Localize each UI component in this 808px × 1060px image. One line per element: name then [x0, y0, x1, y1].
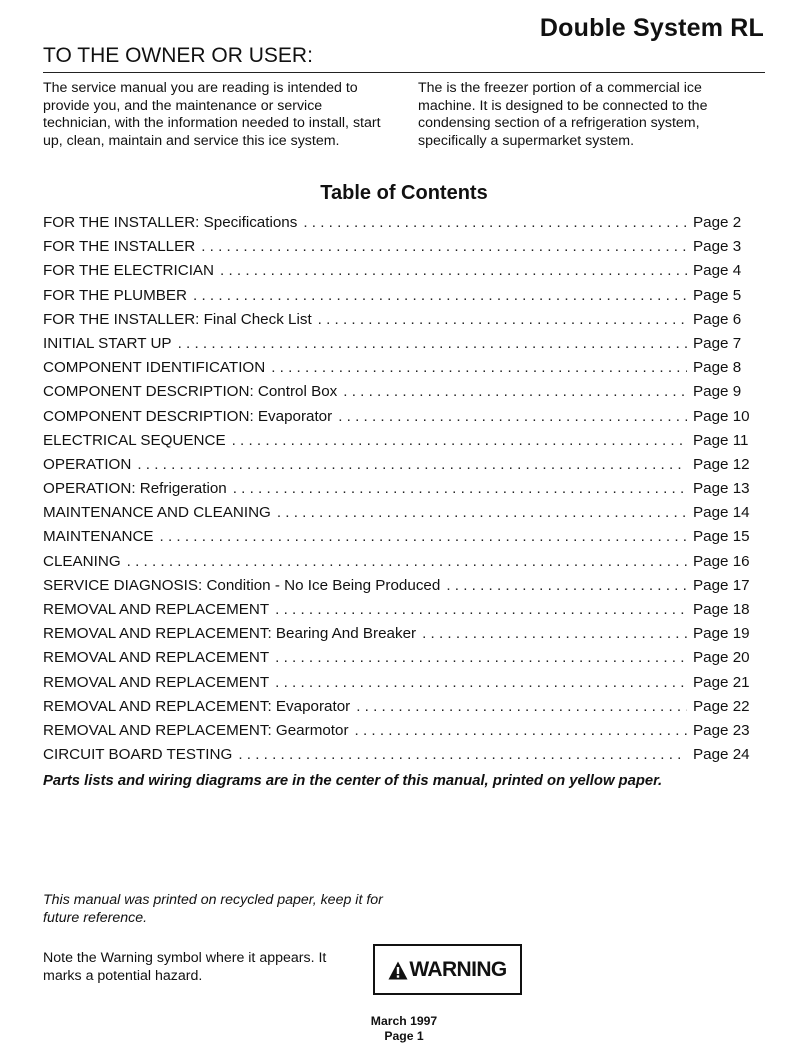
- toc-entry-page: Page 14: [693, 504, 750, 522]
- toc-entry-title: REMOVAL AND REPLACEMENT: [43, 649, 270, 667]
- toc-entry-title: FOR THE PLUMBER: [43, 286, 188, 304]
- toc-entry: [43, 625, 755, 649]
- toc-entry-page: Page 10: [693, 407, 750, 425]
- toc-entry-title: FOR THE ELECTRICIAN: [43, 262, 215, 280]
- intro-left-paragraph: The service manual you are reading is intended to provide you, and the maintenance or service technician, with the information needed to install, start up, clean, maintain and service this ice system.: [43, 80, 381, 149]
- toc-entry-title: COMPONENT DESCRIPTION: Control Box: [43, 383, 338, 401]
- toc-entry-page: Page 16: [693, 552, 750, 570]
- toc-dot-leader: [303, 214, 687, 231]
- toc-dot-leader: [275, 674, 687, 691]
- toc-entry-title: REMOVAL AND REPLACEMENT: Evaporator: [43, 697, 351, 715]
- toc-entry-page: Page 22: [693, 697, 750, 715]
- toc-dot-leader: [178, 335, 687, 352]
- footer-date: March 1997: [370, 1014, 438, 1028]
- toc-dot-leader: [160, 528, 687, 545]
- toc-entry-page: Page 15: [693, 528, 750, 546]
- toc-entry-title: SERVICE DIAGNOSIS: Condition - No Ice Being Produced: [43, 576, 441, 594]
- toc-dot-leader: [275, 601, 687, 618]
- toc-entry-page: Page 17: [693, 576, 750, 594]
- toc-entry-title: REMOVAL AND REPLACEMENT: [43, 601, 270, 618]
- toc-entry: [43, 528, 755, 552]
- parts-note: Parts lists and wiring diagrams are in the center of this manual, printed on yellow paper.: [43, 773, 663, 789]
- toc-dot-leader: [193, 287, 687, 304]
- toc-entry: [43, 601, 755, 625]
- toc-dot-leader: [356, 698, 687, 715]
- toc-entry-page: Page 18: [693, 601, 750, 618]
- footer-page-number: Page 1: [384, 1029, 424, 1043]
- toc-dot-leader: [343, 383, 687, 400]
- toc-entry: [43, 746, 755, 770]
- toc-entry: [43, 504, 755, 528]
- toc-entry: [43, 311, 755, 335]
- toc-dot-leader: [275, 649, 687, 666]
- toc-entry: [43, 262, 755, 286]
- toc-entry: [43, 335, 755, 359]
- toc-entry: [43, 383, 755, 407]
- owner-heading: TO THE OWNER OR USER:: [43, 44, 313, 67]
- toc-entry-page: Page 23: [693, 721, 750, 739]
- toc-entry-title: REMOVAL AND REPLACEMENT: [43, 673, 270, 691]
- toc-entry-title: FOR THE INSTALLER: Specifications: [43, 214, 298, 231]
- toc-entry-page: Page 19: [693, 625, 750, 643]
- toc-list: [43, 214, 755, 770]
- warning-box: [373, 944, 522, 995]
- toc-entry: [43, 408, 755, 432]
- toc-entry-title: OPERATION: Refrigeration: [43, 480, 227, 498]
- recycle-note: This manual was printed on recycled paper, keep it for future reference.: [43, 892, 383, 926]
- toc-dot-leader: [127, 553, 687, 570]
- toc-entry-page: Page 2: [693, 214, 742, 231]
- toc-entry-title: OPERATION: [43, 455, 132, 473]
- toc-entry: [43, 359, 755, 383]
- toc-entry-page: Page 12: [693, 455, 750, 473]
- toc-entry-title: ELECTRICAL SEQUENCE: [43, 431, 226, 449]
- footer: [0, 1014, 808, 1044]
- warning-triangle-icon: [388, 961, 408, 980]
- toc-dot-leader: [318, 311, 687, 328]
- toc-entry-page: Page 5: [693, 286, 742, 304]
- toc-entry-title: MAINTENANCE AND CLEANING: [43, 504, 271, 522]
- doc-title: Double System RL: [539, 14, 764, 42]
- toc-entry-title: FOR THE INSTALLER: [43, 238, 196, 256]
- toc-entry-title: REMOVAL AND REPLACEMENT: Bearing And Breaker: [43, 625, 417, 643]
- toc-entry-title: FOR THE INSTALLER: Final Check List: [43, 310, 312, 328]
- toc-entry-title: REMOVAL AND REPLACEMENT: Gearmotor: [43, 721, 349, 739]
- toc-dot-leader: [232, 432, 687, 449]
- toc-entry: [43, 214, 755, 238]
- toc-entry-title: COMPONENT DESCRIPTION: Evaporator: [43, 407, 333, 425]
- toc-entry-page: Page 7: [693, 334, 742, 352]
- toc-entry: [43, 722, 755, 746]
- toc-entry-title: CIRCUIT BOARD TESTING: [43, 746, 233, 764]
- toc-dot-leader: [137, 456, 687, 473]
- toc-entry: [43, 674, 755, 698]
- toc-entry-page: Page 3: [693, 238, 742, 256]
- toc-dot-leader: [271, 359, 687, 376]
- toc-entry: [43, 287, 755, 311]
- toc-entry-title: INITIAL START UP: [43, 334, 172, 352]
- toc-entry-page: Page 20: [693, 649, 750, 667]
- toc-dot-leader: [220, 262, 687, 279]
- toc-entry: [43, 649, 755, 673]
- toc-dot-leader: [338, 408, 687, 425]
- toc-entry-title: COMPONENT IDENTIFICATION: [43, 359, 266, 377]
- toc-heading: Table of Contents: [320, 182, 488, 204]
- toc-dot-leader: [233, 480, 687, 497]
- toc-entry-page: Page 8: [693, 359, 742, 377]
- toc-entry: [43, 553, 755, 577]
- heading-rule: [43, 72, 765, 73]
- toc-entry-page: Page 9: [693, 383, 742, 401]
- toc-entry-page: Page 4: [693, 262, 742, 280]
- toc-dot-leader: [422, 625, 687, 642]
- toc-dot-leader: [355, 722, 687, 739]
- toc-entry: [43, 480, 755, 504]
- warning-label: WARNING: [409, 957, 507, 981]
- toc-entry-page: Page 11: [693, 431, 749, 449]
- toc-dot-leader: [238, 746, 687, 763]
- warning-note: Note the Warning symbol where it appears. It marks a potential hazard.: [43, 950, 327, 984]
- toc-entry: [43, 698, 755, 722]
- intro-right-paragraph: The is the freezer portion of a commercial ice machine. It is designed to be connected to the condensing section of a refrigeration system, specifically a supermarket system.: [418, 80, 708, 149]
- toc-entry-page: Page 6: [693, 310, 742, 328]
- toc-entry: [43, 577, 755, 601]
- toc-entry-page: Page 13: [693, 480, 750, 498]
- toc-entry-title: MAINTENANCE: [43, 528, 154, 546]
- toc-dot-leader: [446, 577, 687, 594]
- toc-entry-title: CLEANING: [43, 552, 121, 570]
- toc-entry: [43, 456, 755, 480]
- toc-dot-leader: [277, 504, 687, 521]
- toc-entry: [43, 432, 755, 456]
- toc-entry: [43, 238, 755, 262]
- toc-dot-leader: [201, 238, 687, 255]
- toc-entry-page: Page 24: [693, 746, 750, 764]
- toc-entry-page: Page 21: [693, 673, 750, 691]
